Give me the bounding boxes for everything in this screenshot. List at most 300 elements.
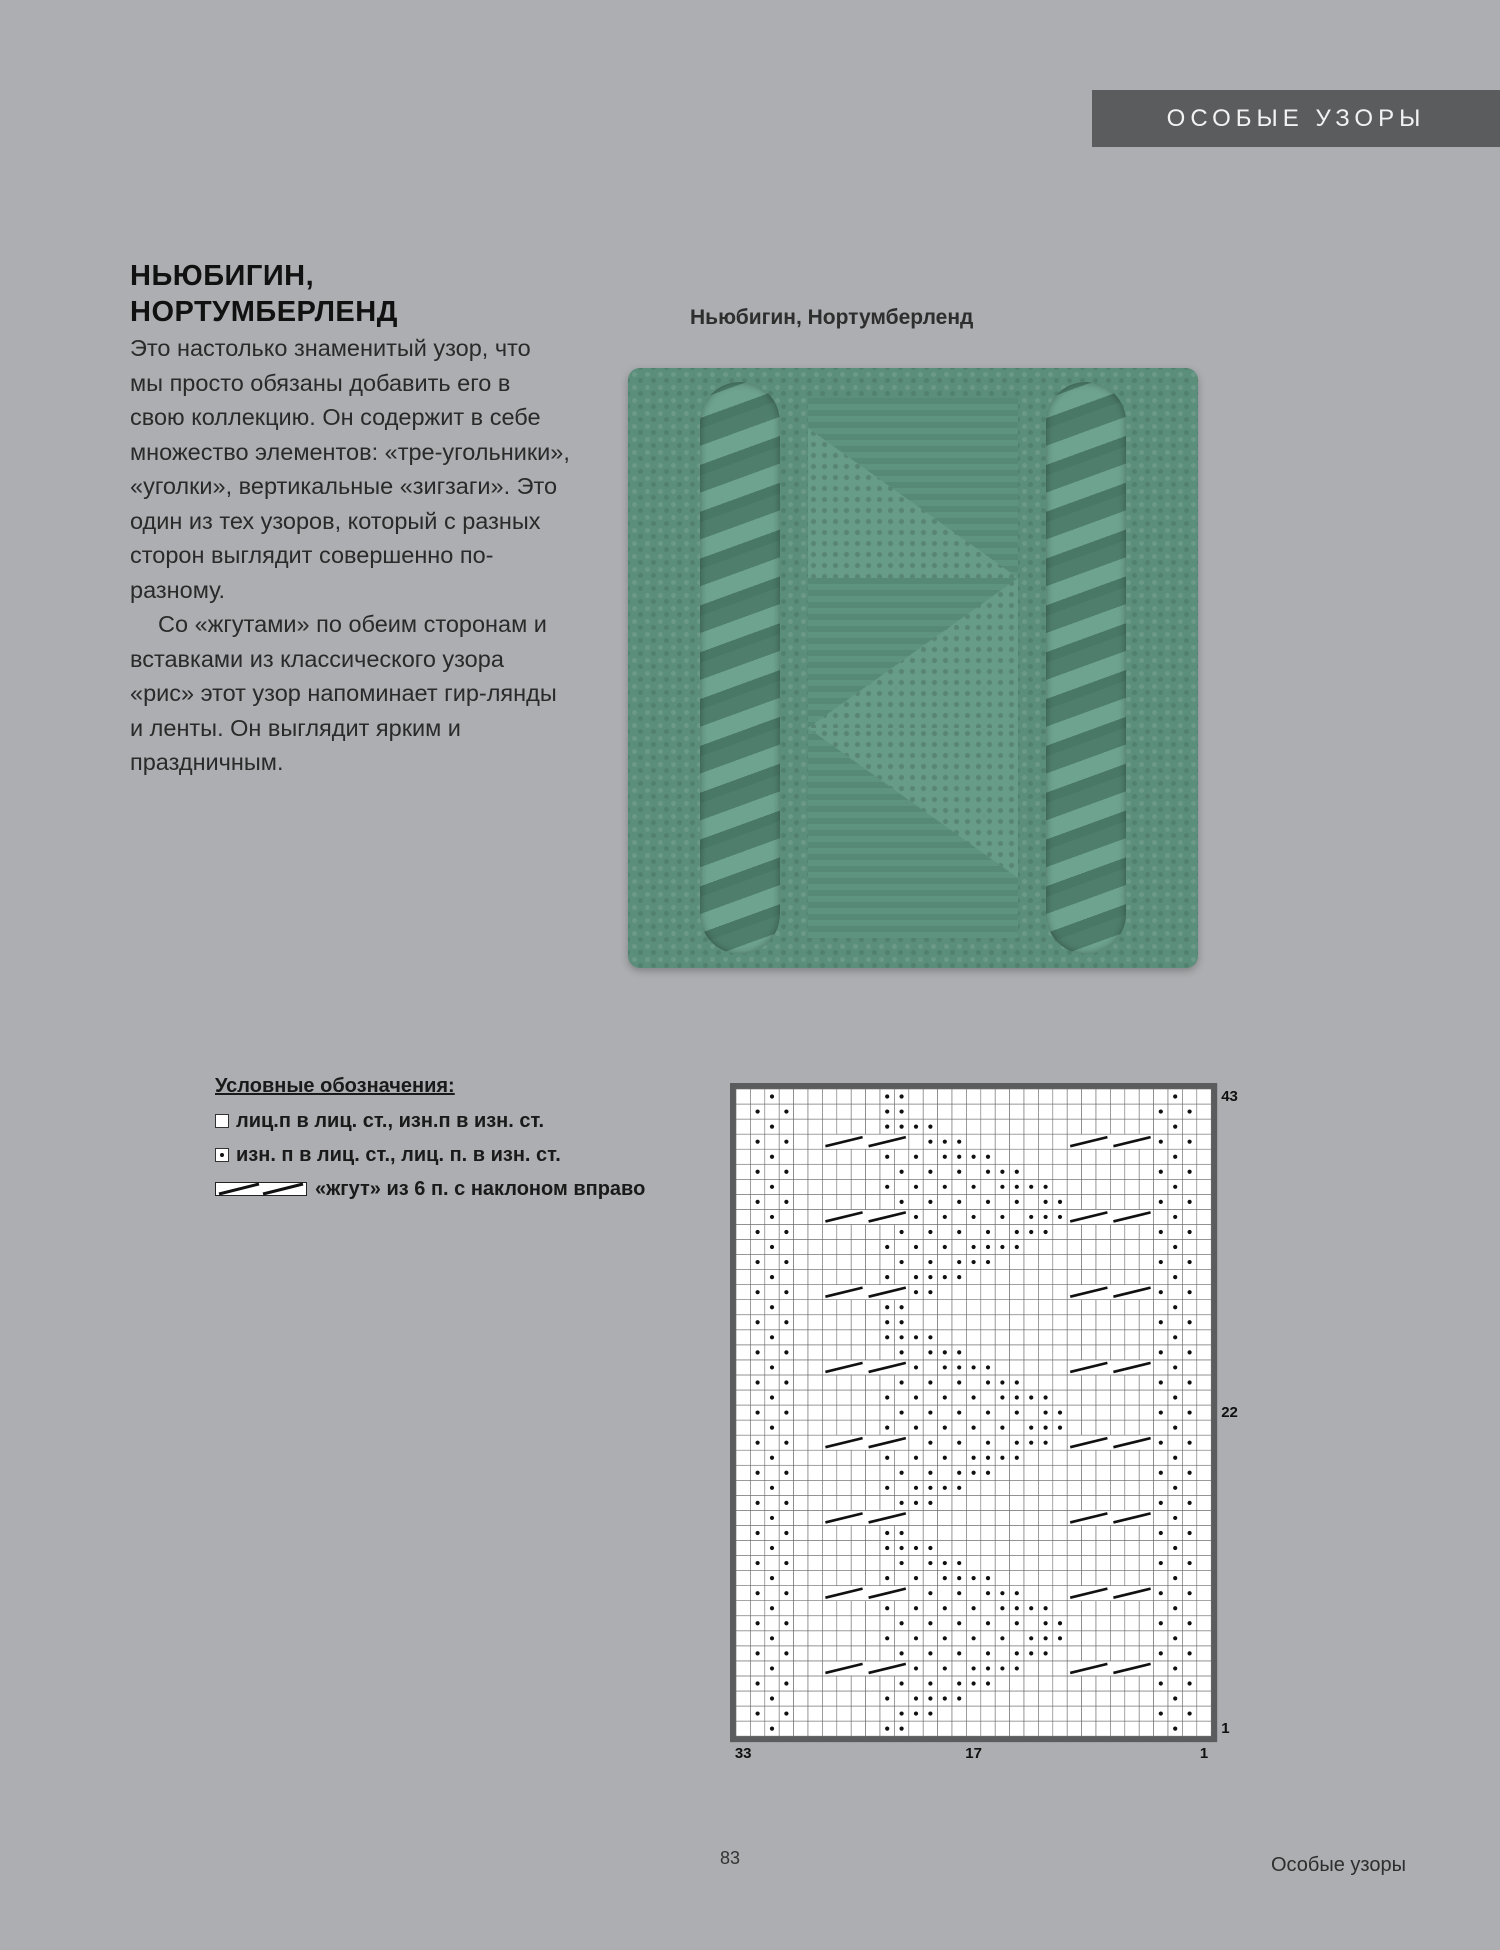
chart-cell: [750, 1510, 764, 1525]
purl-dot: [770, 1275, 774, 1279]
chart-cell: [1024, 1691, 1038, 1706]
knit-symbol-icon: [215, 1114, 229, 1128]
chart-cell: [851, 1104, 865, 1119]
chart-cell: [866, 1601, 880, 1616]
chart-cell: [1038, 1495, 1052, 1510]
purl-dot: [1173, 1395, 1177, 1399]
purl-symbol-icon: [215, 1148, 229, 1162]
chart-cell: [1082, 1721, 1096, 1736]
chart-cell: [894, 1691, 908, 1706]
chart-cell: [909, 1721, 923, 1736]
chart-cell: [1067, 1646, 1081, 1661]
purl-dot: [1188, 1200, 1192, 1204]
chart-cell: [952, 1721, 966, 1736]
chart-cell: [894, 1179, 908, 1194]
purl-dot: [1044, 1395, 1048, 1399]
purl-dot: [972, 1260, 976, 1264]
chart-cell: [822, 1345, 836, 1360]
chart-cell: [866, 1104, 880, 1119]
chart-cell: [1010, 1510, 1024, 1525]
chart-cell: [1125, 1405, 1139, 1420]
purl-dot: [986, 1576, 990, 1580]
chart-cell: [736, 1164, 750, 1179]
chart-cell: [1067, 1405, 1081, 1420]
chart-cell: [750, 1571, 764, 1586]
chart-cell: [966, 1405, 980, 1420]
chart-cell: [1053, 1164, 1067, 1179]
chart-cell: [1139, 1495, 1153, 1510]
chart-cell: [1053, 1285, 1067, 1300]
purl-dot: [928, 1200, 932, 1204]
chart-cell: [1082, 1375, 1096, 1390]
chart-cell: [995, 1706, 1009, 1721]
chart-cell: [1096, 1255, 1110, 1270]
chart-cell: [966, 1134, 980, 1149]
chart-cell: [736, 1360, 750, 1375]
chart-cell: [1182, 1390, 1196, 1405]
photo-caption: Ньюбигин, Нортумберленд: [690, 306, 974, 329]
chart-cell: [1139, 1721, 1153, 1736]
purl-dot: [957, 1621, 961, 1625]
chart-cell: [750, 1209, 764, 1224]
chart-cell: [794, 1691, 808, 1706]
chart-cell: [1067, 1179, 1081, 1194]
chart-cell: [851, 1164, 865, 1179]
chart-cell: [1154, 1209, 1168, 1224]
chart-cell: [1067, 1255, 1081, 1270]
purl-dot: [784, 1681, 788, 1685]
chart-cell: [1139, 1646, 1153, 1661]
chart-cell: [1125, 1525, 1139, 1540]
purl-dot: [943, 1155, 947, 1159]
cable-cell: [822, 1435, 908, 1450]
chart-cell: [1082, 1164, 1096, 1179]
purl-dot: [756, 1591, 760, 1595]
chart-cell: [1082, 1541, 1096, 1556]
purl-dot: [1058, 1200, 1062, 1204]
purl-dot: [972, 1395, 976, 1399]
purl-dot: [885, 1335, 889, 1339]
chart-cell: [880, 1164, 894, 1179]
chart-cell: [981, 1119, 995, 1134]
purl-dot: [1029, 1215, 1033, 1219]
chart-cell: [822, 1420, 836, 1435]
chart-cell: [909, 1525, 923, 1540]
chart-cell: [1139, 1255, 1153, 1270]
chart-cell: [837, 1691, 851, 1706]
chart-cell: [837, 1541, 851, 1556]
chart-cell: [1067, 1676, 1081, 1691]
chart-cell: [736, 1465, 750, 1480]
chart-cell: [750, 1119, 764, 1134]
purl-dot: [957, 1380, 961, 1384]
purl-dot: [943, 1395, 947, 1399]
chart-cell: [822, 1104, 836, 1119]
chart-cell: [822, 1571, 836, 1586]
chart-cell: [866, 1495, 880, 1510]
chart-cell: [1038, 1465, 1052, 1480]
chart-cell: [1038, 1556, 1052, 1571]
chart-cell: [837, 1240, 851, 1255]
chart-cell: [1096, 1450, 1110, 1465]
chart-cell: [866, 1300, 880, 1315]
chart-cell: [750, 1631, 764, 1646]
chart-cell: [995, 1510, 1009, 1525]
chart-cell: [750, 1480, 764, 1495]
chart-cell: [794, 1134, 808, 1149]
chart-cell: [1125, 1164, 1139, 1179]
chart-cell: [880, 1465, 894, 1480]
chart-cell: [808, 1134, 822, 1149]
chart-cell: [1024, 1405, 1038, 1420]
chart-cell: [1110, 1495, 1124, 1510]
chart-cell: [1082, 1179, 1096, 1194]
swatch-cable-left: [700, 382, 780, 954]
chart-cell: [1197, 1661, 1211, 1676]
chart-cell: [736, 1134, 750, 1149]
chart-cell: [966, 1510, 980, 1525]
chart-cell: [851, 1691, 865, 1706]
chart-cell: [1096, 1601, 1110, 1616]
chart-cell: [909, 1255, 923, 1270]
chart-cell: [1110, 1330, 1124, 1345]
purl-dot: [957, 1155, 961, 1159]
chart-cell: [736, 1676, 750, 1691]
chart-cell: [1053, 1706, 1067, 1721]
chart-cell: [1197, 1646, 1211, 1661]
purl-dot: [1058, 1636, 1062, 1640]
chart-cell: [1053, 1721, 1067, 1736]
purl-dot: [885, 1275, 889, 1279]
chart-cell: [736, 1586, 750, 1601]
chart-cell: [1110, 1164, 1124, 1179]
cable-cell: [1067, 1510, 1153, 1525]
purl-dot: [1188, 1260, 1192, 1264]
chart-cell: [1024, 1285, 1038, 1300]
chart-cell: [808, 1571, 822, 1586]
chart-cell: [894, 1420, 908, 1435]
chart-cell: [995, 1149, 1009, 1164]
chart-cell: [923, 1390, 937, 1405]
chart-cell: [794, 1149, 808, 1164]
chart-cell: [966, 1119, 980, 1134]
purl-dot: [986, 1245, 990, 1249]
chart-cell: [1096, 1646, 1110, 1661]
cable-cell: [822, 1661, 908, 1676]
chart-cell: [1038, 1525, 1052, 1540]
chart-cell: [779, 1360, 793, 1375]
chart-cell: [966, 1541, 980, 1556]
chart-cell: [1067, 1480, 1081, 1495]
purl-dot: [1044, 1651, 1048, 1655]
chart-cell: [1024, 1315, 1038, 1330]
chart-cell: [1010, 1495, 1024, 1510]
purl-dot: [756, 1109, 760, 1113]
purl-dot: [770, 1666, 774, 1670]
chart-cell: [736, 1240, 750, 1255]
chart-cell: [1197, 1420, 1211, 1435]
chart-cell: [822, 1541, 836, 1556]
chart-cell: [1110, 1571, 1124, 1586]
chart-cell: [1067, 1571, 1081, 1586]
chart-cell: [981, 1270, 995, 1285]
legend-knit-label: лиц.п в лиц. ст., изн.п в изн. ст.: [236, 1109, 545, 1132]
chart-cell: [1010, 1541, 1024, 1556]
purl-dot: [943, 1140, 947, 1144]
chart-cell: [1139, 1375, 1153, 1390]
chart-cell: [966, 1104, 980, 1119]
chart-cell: [866, 1646, 880, 1661]
chart-cell: [1096, 1179, 1110, 1194]
chart-cell: [1082, 1104, 1096, 1119]
purl-dot: [957, 1410, 961, 1414]
legend-row-cable: [215, 1172, 645, 1206]
chart-cell: [1053, 1149, 1067, 1164]
chart-cell: [866, 1149, 880, 1164]
purl-dot: [784, 1230, 788, 1234]
purl-dot: [914, 1666, 918, 1670]
purl-dot: [957, 1486, 961, 1490]
purl-dot: [756, 1711, 760, 1715]
cable-cell: [1067, 1661, 1153, 1676]
chart-cell: [851, 1541, 865, 1556]
chart-cell: [981, 1089, 995, 1104]
chart-cell: [1110, 1541, 1124, 1556]
chart-cell: [1197, 1330, 1211, 1345]
chart-cell: [1110, 1556, 1124, 1571]
purl-dot: [1159, 1230, 1163, 1234]
chart-cell: [822, 1480, 836, 1495]
purl-dot: [885, 1546, 889, 1550]
chart-cell: [808, 1721, 822, 1736]
purl-dot: [1029, 1395, 1033, 1399]
chart-cell: [1096, 1616, 1110, 1631]
chart-cell: [1139, 1390, 1153, 1405]
chart-cell: [1154, 1240, 1168, 1255]
purl-dot: [1188, 1109, 1192, 1113]
chart-cell: [952, 1390, 966, 1405]
chart-cell: [1082, 1465, 1096, 1480]
chart-cell: [1053, 1255, 1067, 1270]
chart-cell: [1110, 1270, 1124, 1285]
chart-cell: [995, 1495, 1009, 1510]
chart-cell: [736, 1104, 750, 1119]
chart-cell: [1096, 1390, 1110, 1405]
purl-dot: [943, 1350, 947, 1354]
cable-cell: [822, 1586, 908, 1601]
chart-cell: [1082, 1224, 1096, 1239]
chart-cell: [866, 1525, 880, 1540]
chart-cell: [1168, 1405, 1182, 1420]
chart-cell: [952, 1601, 966, 1616]
chart-cell: [822, 1450, 836, 1465]
chart-cell: [750, 1300, 764, 1315]
purl-dot: [986, 1666, 990, 1670]
purl-dot: [784, 1621, 788, 1625]
chart-cell: [1067, 1119, 1081, 1134]
chart-cell: [1139, 1345, 1153, 1360]
chart-cell: [894, 1390, 908, 1405]
chart-cell: [765, 1676, 779, 1691]
chart-cell: [808, 1435, 822, 1450]
chart-cell: [736, 1209, 750, 1224]
chart-cell: [1154, 1270, 1168, 1285]
purl-dot: [1173, 1275, 1177, 1279]
chart-cell: [952, 1450, 966, 1465]
purl-dot: [900, 1681, 904, 1685]
chart-cell: [1125, 1616, 1139, 1631]
purl-dot: [770, 1185, 774, 1189]
chart-cell: [938, 1676, 952, 1691]
chart-cell: [1125, 1721, 1139, 1736]
chart-cell: [1125, 1601, 1139, 1616]
chart-cell: [736, 1646, 750, 1661]
chart-cell: [1110, 1616, 1124, 1631]
chart-cell: [995, 1646, 1009, 1661]
chart-cell: [1154, 1480, 1168, 1495]
chart-cell: [1038, 1300, 1052, 1315]
purl-dot: [986, 1410, 990, 1414]
chart-cell: [765, 1525, 779, 1540]
chart-cell: [1182, 1089, 1196, 1104]
chart-cell: [866, 1119, 880, 1134]
chart-cell: [981, 1706, 995, 1721]
chart-cell: [1038, 1450, 1052, 1465]
chart-cell: [1082, 1676, 1096, 1691]
chart-cell: [1082, 1149, 1096, 1164]
chart-cell: [1125, 1420, 1139, 1435]
chart-cell: [808, 1661, 822, 1676]
chart-cell: [1038, 1706, 1052, 1721]
chart-cell: [938, 1315, 952, 1330]
chart-cell: [1096, 1300, 1110, 1315]
chart-cell: [794, 1270, 808, 1285]
chart-cell: [880, 1706, 894, 1721]
chart-cell: [981, 1345, 995, 1360]
purl-dot: [1044, 1230, 1048, 1234]
chart-cell: [1096, 1706, 1110, 1721]
chart-cell: [765, 1465, 779, 1480]
chart-cell: [1182, 1270, 1196, 1285]
chart-cell: [1139, 1405, 1153, 1420]
purl-dot: [943, 1185, 947, 1189]
chart-cell: [794, 1510, 808, 1525]
chart-cell: [1096, 1691, 1110, 1706]
chart-cell: [1053, 1300, 1067, 1315]
chart-cell: [837, 1556, 851, 1571]
section-tab: ОСОБЫЕ УЗОРЫ: [1092, 90, 1500, 147]
purl-dot: [1015, 1245, 1019, 1249]
chart-cell: [1110, 1149, 1124, 1164]
purl-dot: [1159, 1140, 1163, 1144]
chart-cell: [794, 1450, 808, 1465]
chart-cell: [808, 1510, 822, 1525]
chart-cell: [995, 1194, 1009, 1209]
chart-cell: [1168, 1616, 1182, 1631]
chart-cell: [794, 1285, 808, 1300]
chart-cell: [808, 1525, 822, 1540]
chart-cell: [1110, 1224, 1124, 1239]
chart-cell: [1067, 1525, 1081, 1540]
purl-dot: [770, 1245, 774, 1249]
purl-dot: [943, 1666, 947, 1670]
chart-cell: [1096, 1330, 1110, 1345]
purl-dot: [928, 1621, 932, 1625]
chart-cell: [1067, 1345, 1081, 1360]
purl-dot: [928, 1486, 932, 1490]
chart-cell: [923, 1179, 937, 1194]
chart-cell: [1139, 1556, 1153, 1571]
chart-cell: [1197, 1224, 1211, 1239]
purl-dot: [928, 1681, 932, 1685]
chart-cell: [822, 1224, 836, 1239]
purl-dot: [784, 1350, 788, 1354]
chart-cell: [1125, 1646, 1139, 1661]
purl-dot: [943, 1426, 947, 1430]
purl-dot: [972, 1245, 976, 1249]
chart-cell: [1082, 1420, 1096, 1435]
purl-dot: [914, 1335, 918, 1339]
chart-cell: [794, 1224, 808, 1239]
cable-symbol-icon: [215, 1182, 307, 1196]
chart-cell: [1110, 1691, 1124, 1706]
cable-cell: [822, 1510, 908, 1525]
chart-cell: [736, 1616, 750, 1631]
chart-cell: [1139, 1450, 1153, 1465]
chart-cell: [779, 1480, 793, 1495]
purl-dot: [1159, 1109, 1163, 1113]
chart-cell: [1096, 1224, 1110, 1239]
chart-cell: [808, 1315, 822, 1330]
purl-dot: [1000, 1185, 1004, 1189]
purl-dot: [1000, 1380, 1004, 1384]
chart-cell: [995, 1345, 1009, 1360]
knitting-chart-svg: [728, 1080, 1258, 1780]
chart-cell: [1168, 1706, 1182, 1721]
chart-cell: [1053, 1450, 1067, 1465]
chart-cell: [1038, 1315, 1052, 1330]
chart-cell: [981, 1510, 995, 1525]
purl-dot: [1173, 1094, 1177, 1098]
purl-dot: [1173, 1365, 1177, 1369]
chart-cell: [995, 1465, 1009, 1480]
chart-cell: [808, 1375, 822, 1390]
chart-cell: [1197, 1255, 1211, 1270]
chart-cell: [1197, 1616, 1211, 1631]
purl-dot: [1015, 1200, 1019, 1204]
chart-cell: [765, 1104, 779, 1119]
chart-cell: [1197, 1525, 1211, 1540]
purl-dot: [1188, 1681, 1192, 1685]
purl-dot: [914, 1365, 918, 1369]
chart-cell: [794, 1571, 808, 1586]
purl-dot: [770, 1456, 774, 1460]
purl-dot: [972, 1185, 976, 1189]
purl-dot: [986, 1456, 990, 1460]
chart-cell: [1197, 1164, 1211, 1179]
chart-cell: [966, 1586, 980, 1601]
purl-dot: [1159, 1441, 1163, 1445]
chart-cell: [808, 1224, 822, 1239]
chart-cell: [1096, 1420, 1110, 1435]
chart-cell: [822, 1315, 836, 1330]
chart-cell: [995, 1104, 1009, 1119]
chart-cell: [1096, 1104, 1110, 1119]
chart-cell: [966, 1194, 980, 1209]
purl-dot: [957, 1591, 961, 1595]
chart-cell: [1038, 1661, 1052, 1676]
chart-cell: [938, 1255, 952, 1270]
